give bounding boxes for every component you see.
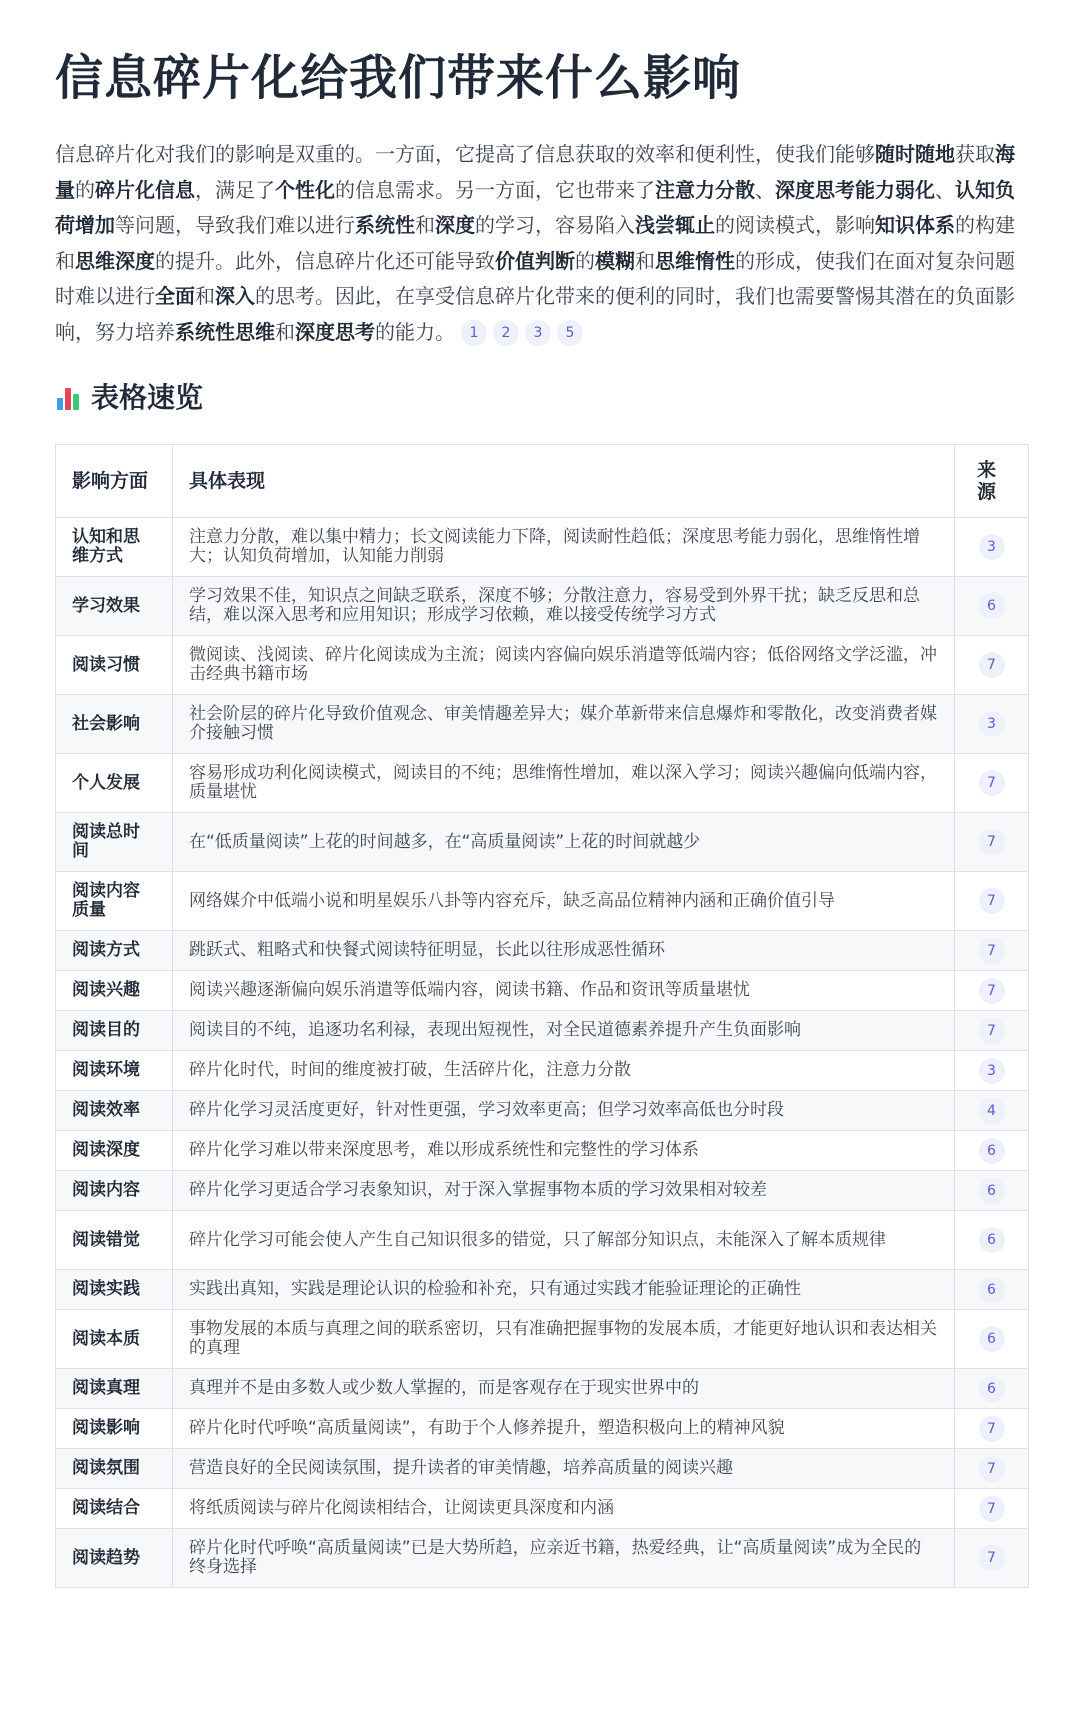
intro-text: 的 — [75, 177, 95, 202]
source-badge[interactable]: 6 — [979, 1227, 1005, 1253]
citation-badge[interactable]: 5 — [557, 320, 583, 346]
intro-emphasis: 海量 — [55, 142, 1015, 202]
table-row — [56, 971, 1029, 1011]
cell-aspect: 个人发展 — [56, 754, 173, 813]
source-badge[interactable]: 6 — [979, 1277, 1005, 1303]
cell-source — [955, 1211, 1029, 1270]
cell-aspect: 阅读总时间 — [56, 813, 173, 872]
intro-text: 的思考。因此，在享受信息碎片化带来的便利的同时，我们也需要警惕其潜在的负面影响，努力培养 — [55, 284, 1015, 344]
intro-text: 、 — [935, 177, 955, 202]
cell-detail: 碎片化学习可能会使人产生自己知识很多的错觉，只了解部分知识点，未能深入了解本质规律 — [173, 1211, 955, 1270]
cell-detail: 在“低质量阅读”上花的时间越多，在“高质量阅读”上花的时间就越少 — [173, 813, 955, 872]
citation-badge[interactable]: 3 — [525, 320, 551, 346]
table-row — [56, 1051, 1029, 1091]
source-badge[interactable]: 7 — [979, 1456, 1005, 1482]
intro-text: 和 — [275, 319, 295, 344]
cell-aspect: 阅读结合 — [56, 1489, 173, 1529]
intro-emphasis: 深度 — [435, 213, 475, 237]
cell-source — [955, 518, 1029, 577]
source-badge[interactable]: 6 — [979, 1326, 1005, 1352]
intro-emphasis: 思维深度 — [75, 248, 155, 273]
intro-text: 和 — [635, 248, 655, 273]
table-row — [56, 1131, 1029, 1171]
cell-aspect: 阅读效率 — [56, 1091, 173, 1131]
cell-source — [955, 1409, 1029, 1449]
intro-emphasis: 碎片化信息 — [95, 177, 195, 202]
table-header-row — [56, 445, 1029, 518]
impact-table — [55, 444, 1029, 1588]
table-row — [56, 872, 1029, 931]
cell-aspect: 阅读习惯 — [56, 636, 173, 695]
section-title: 表格速览 — [91, 381, 204, 414]
intro-emphasis: 模糊 — [595, 248, 635, 273]
cell-detail: 真理并不是由多数人或少数人掌握的，而是客观存在于现实世界中的 — [173, 1369, 955, 1409]
header-source: 来源 — [955, 445, 1029, 518]
table-row — [56, 754, 1029, 813]
cell-aspect: 认知和思维方式 — [56, 518, 173, 577]
intro-emphasis: 随时随地 — [875, 142, 955, 166]
table-row — [56, 1011, 1029, 1051]
cell-source — [955, 931, 1029, 971]
cell-aspect: 阅读环境 — [56, 1051, 173, 1091]
intro-text: 和 — [415, 213, 435, 237]
citation-badge[interactable]: 1 — [461, 320, 487, 346]
source-badge[interactable]: 6 — [979, 1178, 1005, 1204]
cell-source — [955, 1091, 1029, 1131]
citation-badge[interactable]: 2 — [493, 320, 519, 346]
cell-source — [955, 971, 1029, 1011]
cell-aspect: 阅读氛围 — [56, 1449, 173, 1489]
source-badge[interactable]: 7 — [979, 1416, 1005, 1442]
cell-aspect: 阅读错觉 — [56, 1211, 173, 1270]
source-badge[interactable]: 6 — [979, 1138, 1005, 1164]
intro-text: 和 — [195, 284, 215, 308]
table-row — [56, 1449, 1029, 1489]
table-row — [56, 813, 1029, 872]
intro-text: 的信息需求。另一方面，它也带来了 — [335, 177, 655, 202]
intro-text: 的学习，容易陷入 — [475, 213, 635, 237]
cell-detail: 碎片化学习难以带来深度思考，难以形成系统性和完整性的学习体系 — [173, 1131, 955, 1171]
intro-text: 等问题，导致我们难以进行 — [115, 213, 355, 237]
cell-detail: 实践出真知，实践是理论认识的检验和补充，只有通过实践才能验证理论的正确性 — [173, 1270, 955, 1310]
cell-source — [955, 813, 1029, 872]
intro-text: 、 — [755, 177, 775, 202]
cell-aspect: 阅读目的 — [56, 1011, 173, 1051]
cell-source — [955, 872, 1029, 931]
cell-detail: 碎片化学习更适合学习表象知识，对于深入掌握事物本质的学习效果相对较差 — [173, 1171, 955, 1211]
cell-detail: 碎片化学习灵活度更好，针对性更强，学习效率更高；但学习效率高低也分时段 — [173, 1091, 955, 1131]
cell-source — [955, 1131, 1029, 1171]
cell-detail: 注意力分散，难以集中精力；长文阅读能力下降，阅读耐性趋低；深度思考能力弱化，思维惰性增大；认知负荷增加，认知能力削弱 — [173, 518, 955, 577]
table-row — [56, 1369, 1029, 1409]
source-badge[interactable]: 4 — [979, 1098, 1005, 1124]
section-heading — [55, 378, 203, 418]
cell-aspect: 阅读实践 — [56, 1270, 173, 1310]
source-badge[interactable]: 6 — [979, 1376, 1005, 1402]
cell-detail: 事物发展的本质与真理之间的联系密切，只有准确把握事物的发展本质，才能更好地认识和表达相关的真理 — [173, 1310, 955, 1369]
cell-aspect: 阅读真理 — [56, 1369, 173, 1409]
cell-aspect: 社会影响 — [56, 695, 173, 754]
source-badge[interactable]: 7 — [979, 829, 1005, 855]
cell-aspect: 阅读本质 — [56, 1310, 173, 1369]
cell-aspect: 阅读方式 — [56, 931, 173, 971]
cell-source — [955, 1011, 1029, 1051]
intro-emphasis: 认知负荷增加 — [55, 177, 1015, 237]
intro-text: 获取 — [955, 142, 995, 166]
intro-text: 的阅读模式，影响 — [715, 213, 875, 237]
intro-emphasis: 注意力分散 — [655, 177, 755, 202]
cell-source — [955, 695, 1029, 754]
source-badge[interactable]: 7 — [979, 770, 1005, 796]
intro-paragraph — [55, 137, 1027, 350]
cell-detail: 碎片化时代呼唤“高质量阅读”，有助于个人修养提升，塑造积极向上的精神风貌 — [173, 1409, 955, 1449]
source-badge[interactable]: 3 — [979, 711, 1005, 737]
table-row — [56, 1529, 1029, 1588]
cell-source — [955, 636, 1029, 695]
intro-emphasis: 价值判断 — [495, 248, 575, 273]
intro-emphasis: 浅尝辄止 — [635, 213, 715, 237]
table-row — [56, 636, 1029, 695]
cell-aspect: 阅读深度 — [56, 1131, 173, 1171]
cell-aspect: 阅读影响 — [56, 1409, 173, 1449]
intro-emphasis: 全面 — [155, 284, 195, 308]
source-badge[interactable]: 7 — [979, 978, 1005, 1004]
table-row — [56, 1211, 1029, 1270]
cell-aspect: 阅读内容质量 — [56, 872, 173, 931]
bar-chart-icon — [55, 384, 83, 412]
cell-source — [955, 1310, 1029, 1369]
page-title: 信息碎片化给我们带来什么影响 — [55, 50, 742, 106]
cell-aspect: 阅读趋势 — [56, 1529, 173, 1588]
intro-emphasis: 思维惰性 — [655, 248, 735, 273]
cell-detail: 营造良好的全民阅读氛围，提升读者的审美情趣，培养高质量的阅读兴趣 — [173, 1449, 955, 1489]
cell-source — [955, 1369, 1029, 1409]
cell-aspect: 阅读兴趣 — [56, 971, 173, 1011]
cell-detail: 阅读兴趣逐渐偏向娱乐消遣等低端内容，阅读书籍、作品和资讯等质量堪忧 — [173, 971, 955, 1011]
cell-source — [955, 577, 1029, 636]
cell-source — [955, 754, 1029, 813]
intro-text: 的形成，使我们在面对复杂问题时难以进行 — [55, 248, 1015, 308]
source-badge[interactable]: 3 — [979, 534, 1005, 560]
cell-detail: 将纸质阅读与碎片化阅读相结合，让阅读更具深度和内涵 — [173, 1489, 955, 1529]
table-row — [56, 1171, 1029, 1211]
intro-emphasis: 深度思考能力弱化 — [775, 177, 935, 202]
table-row — [56, 1270, 1029, 1310]
source-badge[interactable]: 3 — [979, 1058, 1005, 1084]
table-row — [56, 1489, 1029, 1529]
source-badge[interactable]: 7 — [979, 938, 1005, 964]
cell-source — [955, 1489, 1029, 1529]
cell-aspect: 阅读内容 — [56, 1171, 173, 1211]
intro-text: 的 — [575, 248, 595, 273]
cell-detail: 碎片化时代，时间的维度被打破，生活碎片化，注意力分散 — [173, 1051, 955, 1091]
cell-detail: 微阅读、浅阅读、碎片化阅读成为主流；阅读内容偏向娱乐消遣等低端内容；低俗网络文学泛滥，冲击经典书籍市场 — [173, 636, 955, 695]
intro-text: 的提升。此外，信息碎片化还可能导致 — [155, 248, 495, 273]
intro-emphasis: 深度思考 — [295, 319, 375, 344]
intro-text: 的构建和 — [55, 213, 1015, 273]
cell-detail: 容易形成功利化阅读模式，阅读目的不纯；思维惰性增加，难以深入学习；阅读兴趣偏向低端内容，质量堪忧 — [173, 754, 955, 813]
table-row — [56, 577, 1029, 636]
intro-emphasis: 知识体系 — [875, 213, 955, 237]
table-row — [56, 695, 1029, 754]
table-row — [56, 1409, 1029, 1449]
cell-detail: 碎片化时代呼唤“高质量阅读”已是大势所趋，应亲近书籍，热爱经典，让“高质量阅读”成为全民的终身选择 — [173, 1529, 955, 1588]
intro-text: 信息碎片化对我们的影响是双重的。一方面，它提高了信息获取的效率和便利性，使我们能够 — [55, 142, 875, 166]
table-row — [56, 518, 1029, 577]
header-detail: 具体表现 — [173, 445, 955, 518]
intro-emphasis: 系统性 — [355, 213, 415, 237]
cell-source — [955, 1270, 1029, 1310]
cell-detail: 跳跃式、粗略式和快餐式阅读特征明显，长此以往形成恶性循环 — [173, 931, 955, 971]
table-row — [56, 1310, 1029, 1369]
source-badge[interactable]: 6 — [979, 593, 1005, 619]
table-row — [56, 931, 1029, 971]
intro-text: ，满足了 — [195, 177, 275, 202]
cell-detail: 阅读目的不纯，追逐功名利禄，表现出短视性，对全民道德素养提升产生负面影响 — [173, 1011, 955, 1051]
source-badge[interactable]: 7 — [979, 888, 1005, 914]
header-aspect: 影响方面 — [56, 445, 173, 518]
cell-aspect: 学习效果 — [56, 577, 173, 636]
cell-source — [955, 1529, 1029, 1588]
table-row — [56, 1091, 1029, 1131]
cell-detail: 网络媒介中低端小说和明星娱乐八卦等内容充斥，缺乏高品位精神内涵和正确价值引导 — [173, 872, 955, 931]
cell-source — [955, 1051, 1029, 1091]
source-badge[interactable]: 7 — [979, 1545, 1005, 1571]
intro-text: 的能力。 — [375, 319, 455, 344]
source-badge[interactable]: 7 — [979, 1018, 1005, 1044]
source-badge[interactable]: 7 — [979, 1496, 1005, 1522]
cell-source — [955, 1449, 1029, 1489]
intro-emphasis: 个性化 — [275, 177, 335, 202]
intro-emphasis: 系统性思维 — [175, 319, 275, 344]
cell-source — [955, 1171, 1029, 1211]
cell-detail: 社会阶层的碎片化导致价值观念、审美情趣差异大；媒介革新带来信息爆炸和零散化，改变消费者媒介接触习惯 — [173, 695, 955, 754]
intro-emphasis: 深入 — [215, 284, 255, 308]
cell-detail: 学习效果不佳，知识点之间缺乏联系，深度不够；分散注意力，容易受到外界干扰；缺乏反思和总结，难以深入思考和应用知识；形成学习依赖，难以接受传统学习方式 — [173, 577, 955, 636]
source-badge[interactable]: 7 — [979, 652, 1005, 678]
